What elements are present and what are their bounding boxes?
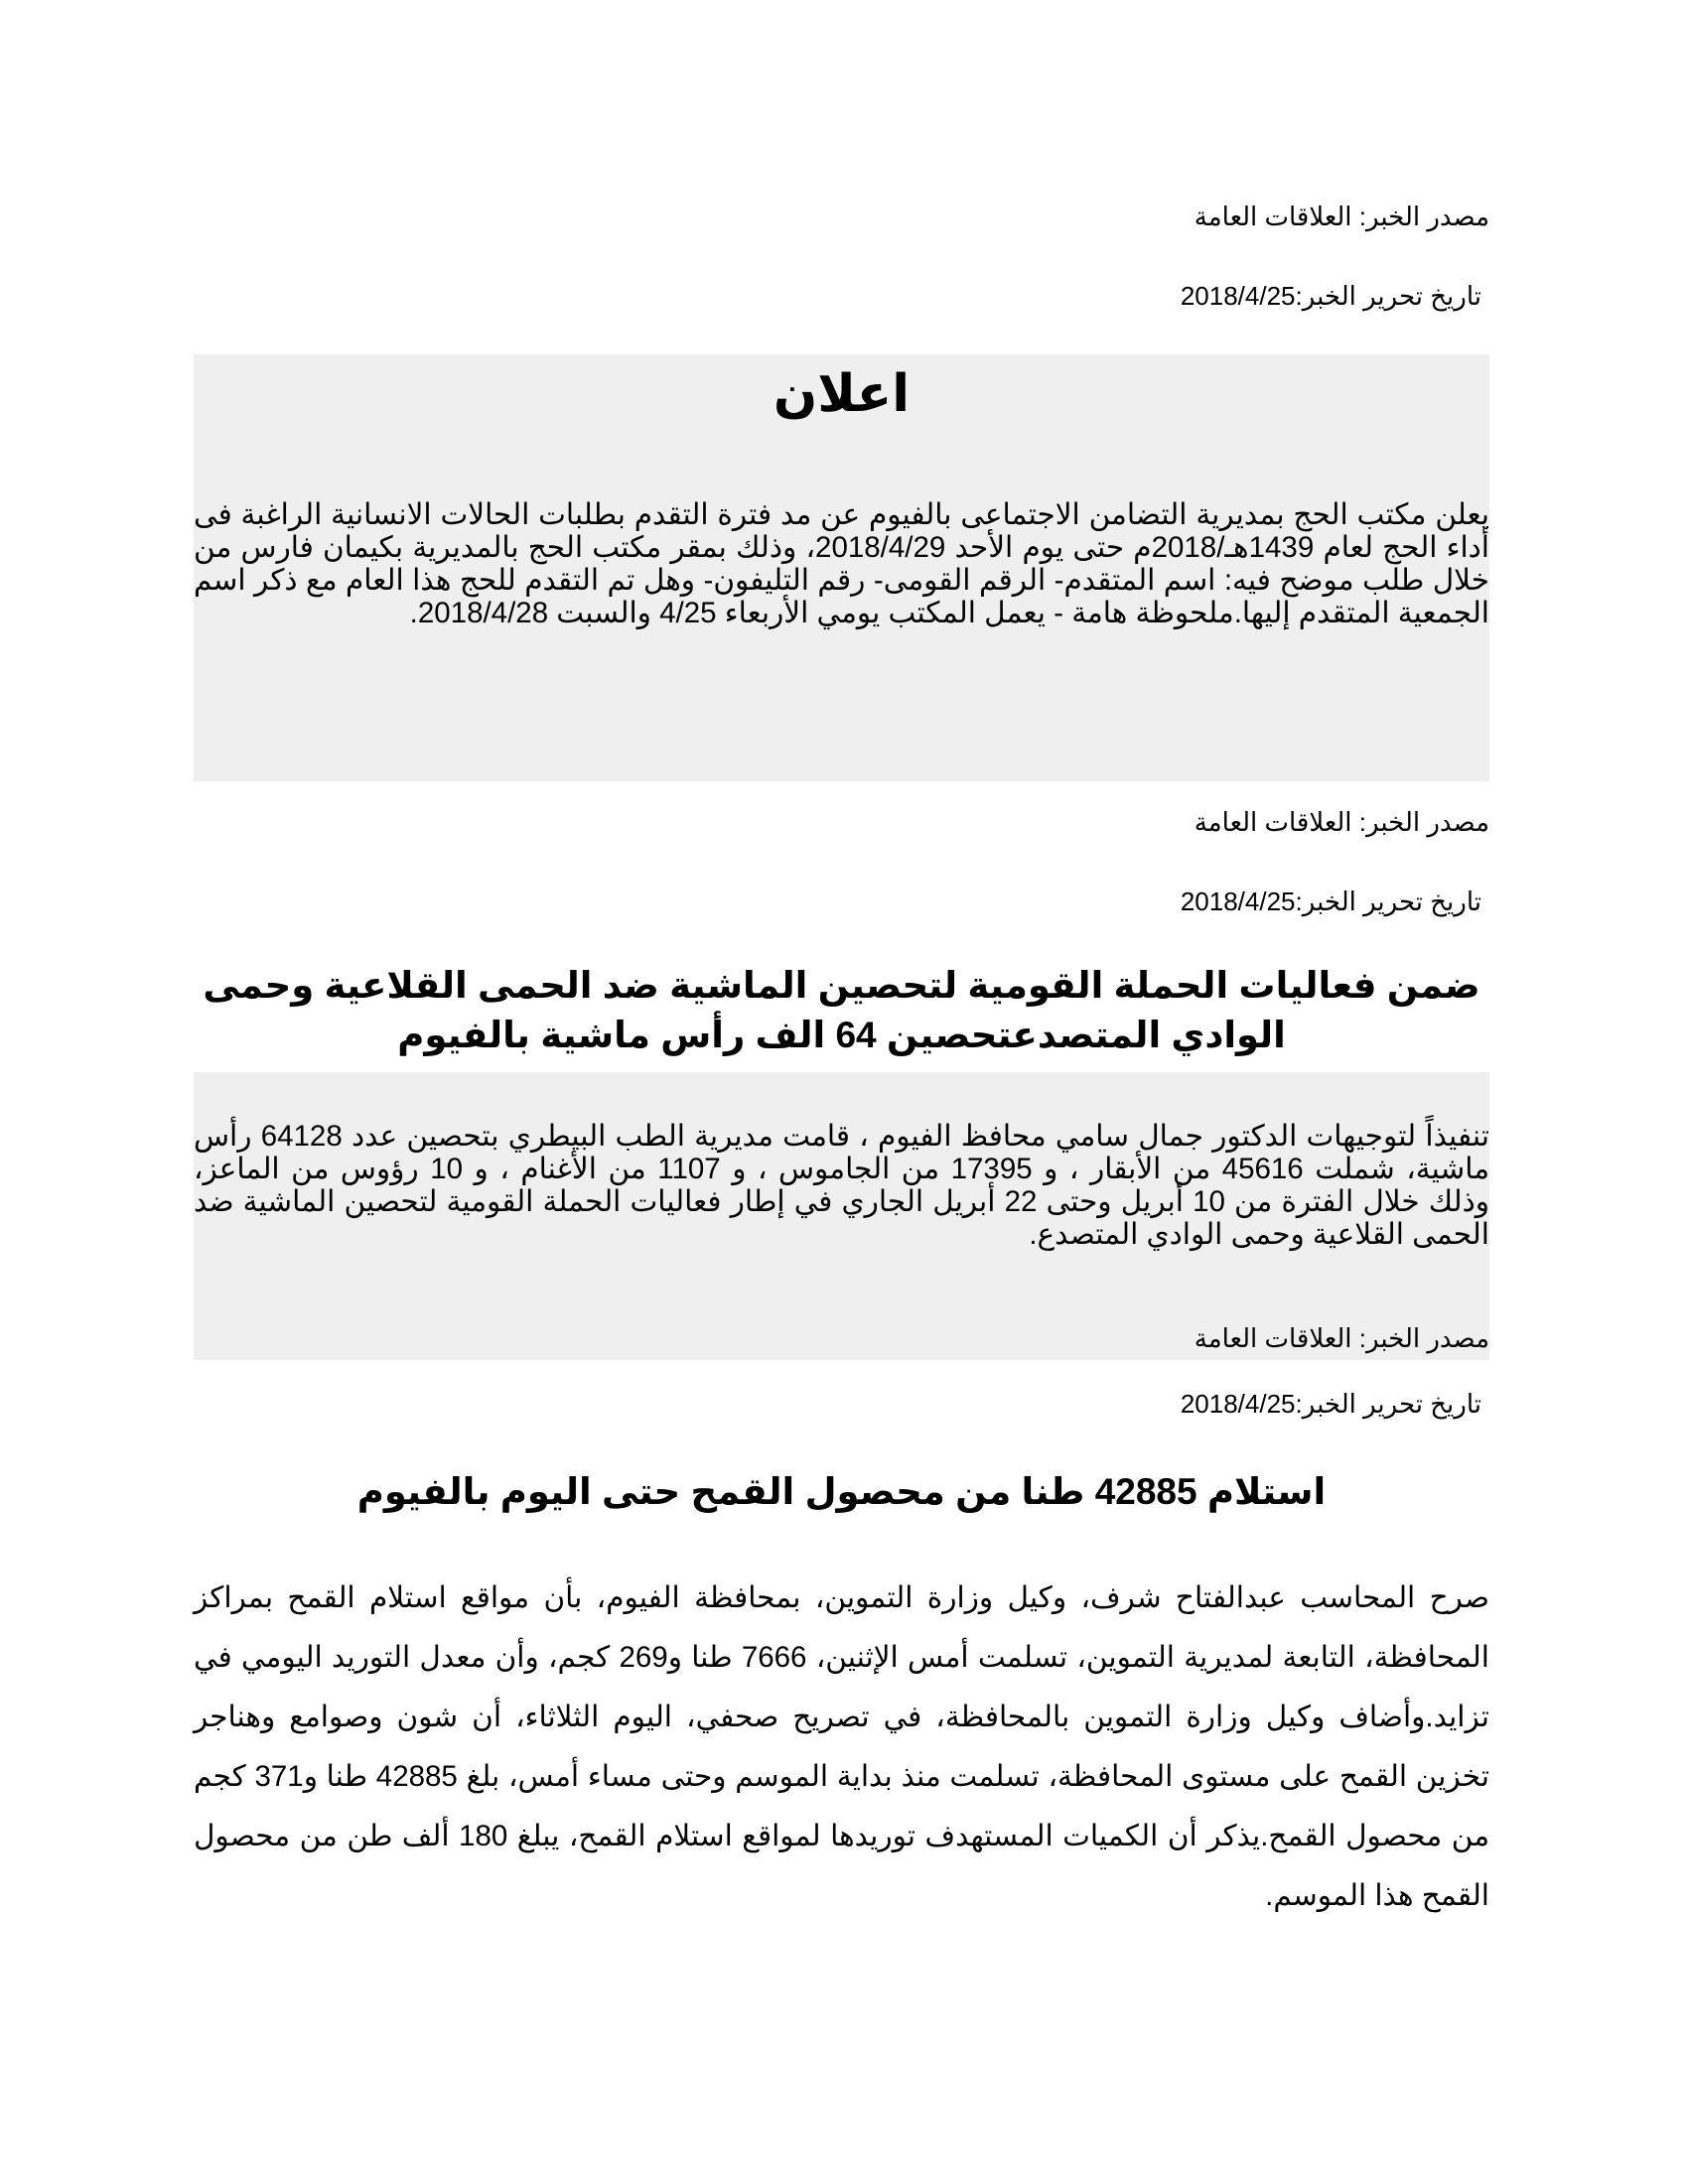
news-headline: استلام 42885 طنا من محصول القمح حتى اليوم بالفيوم	[356, 1471, 1327, 1512]
news-source-label: مصدر الخبر: العلاقات العامة	[1194, 1323, 1489, 1353]
announcement-body: يعلن مكتب الحج بمديرية التضامن الاجتماعى بالفيوم عن مد فترة التقدم بطلبات الحالات الانسانية الراغبة فى أداء الحج لعام 1439هـ/2018م حتى يوم الأحد 2018/4/29، وذلك بمقر مكتب الحج بالمديرية بكيمان فارس من خلال طلب موضح فيه: اسم المتقدم- الرقم القومى- رقم التليفون- وهل تم التقدم للحج هذا العام مع ذكر اسم الجمعية المتقدم إليها.ملحوظة هامة - يعمل المكتب يومي الأربعاء 4/25 والسبت 2018/4/28.	[194, 498, 1490, 629]
news-body: تنفيذاً لتوجيهات الدكتور جمال سامي محافظ الفيوم ، قامت مديرية الطب البيطري بتحصين عدد 64128 رأس ماشية، شملت 45616 من الأبقار ، و 17395 من الجاموس ، و 1107 من الأغنام ، و 10 رؤوس من الماعز، وذلك خلال الفترة من 10 أبريل وحتى 22 أبريل الجاري في إطار فعاليات الحملة القومية لتحصين الماشية ضد الحمى القلاعية وحمى الوادي المتصدع.	[194, 1120, 1489, 1251]
news-headline: ضمن فعاليات الحملة القومية لتحصين الماشية ضد الحمى القلاعية وحمى الوادي المتصدعتحصين 64 الف رأس ماشية بالفيوم	[203, 965, 1480, 1055]
news-date-label: تاريخ تحرير الخبر:2018/4/25	[1180, 887, 1481, 916]
news-body: صرح المحاسب عبدالفتاح شرف، وكيل وزارة التموين، بمحافظة الفيوم، بأن مواقع استلام القمح بمراكز المحافظة، التابعة لمديرية التموين، تسلمت أمس الإثنين، 7666 طنا و269 كجم، وأن معدل التوريد اليومي في تزايد.وأضاف وكيل وزارة التموين بالمحافظة، في تصريح صحفي، اليوم الثلاثاء، أن شون وصوامع وهناجر تخزين القمح على مستوى المحافظة، تسلمت منذ بداية الموسم وحتى مساء أمس، بلغ 42885 طنا و371 كجم من محصول القمح.يذكر أن الكميات المستهدف توريدها لمواقع استلام القمح، يبلغ 180 ألف طن من محصول القمح هذا الموسم.	[194, 1581, 1490, 1912]
announcement-title: اعلان	[773, 365, 911, 423]
document-page	[194, 0, 1489, 2184]
news-source-label: مصدر الخبر: العلاقات العامة	[1194, 202, 1489, 231]
news-source-label: مصدر الخبر: العلاقات العامة	[1194, 807, 1489, 837]
news-date-label: تاريخ تحرير الخبر:2018/4/25	[1180, 1389, 1481, 1419]
news-date-label: تاريخ تحرير الخبر:2018/4/25	[1180, 281, 1481, 311]
